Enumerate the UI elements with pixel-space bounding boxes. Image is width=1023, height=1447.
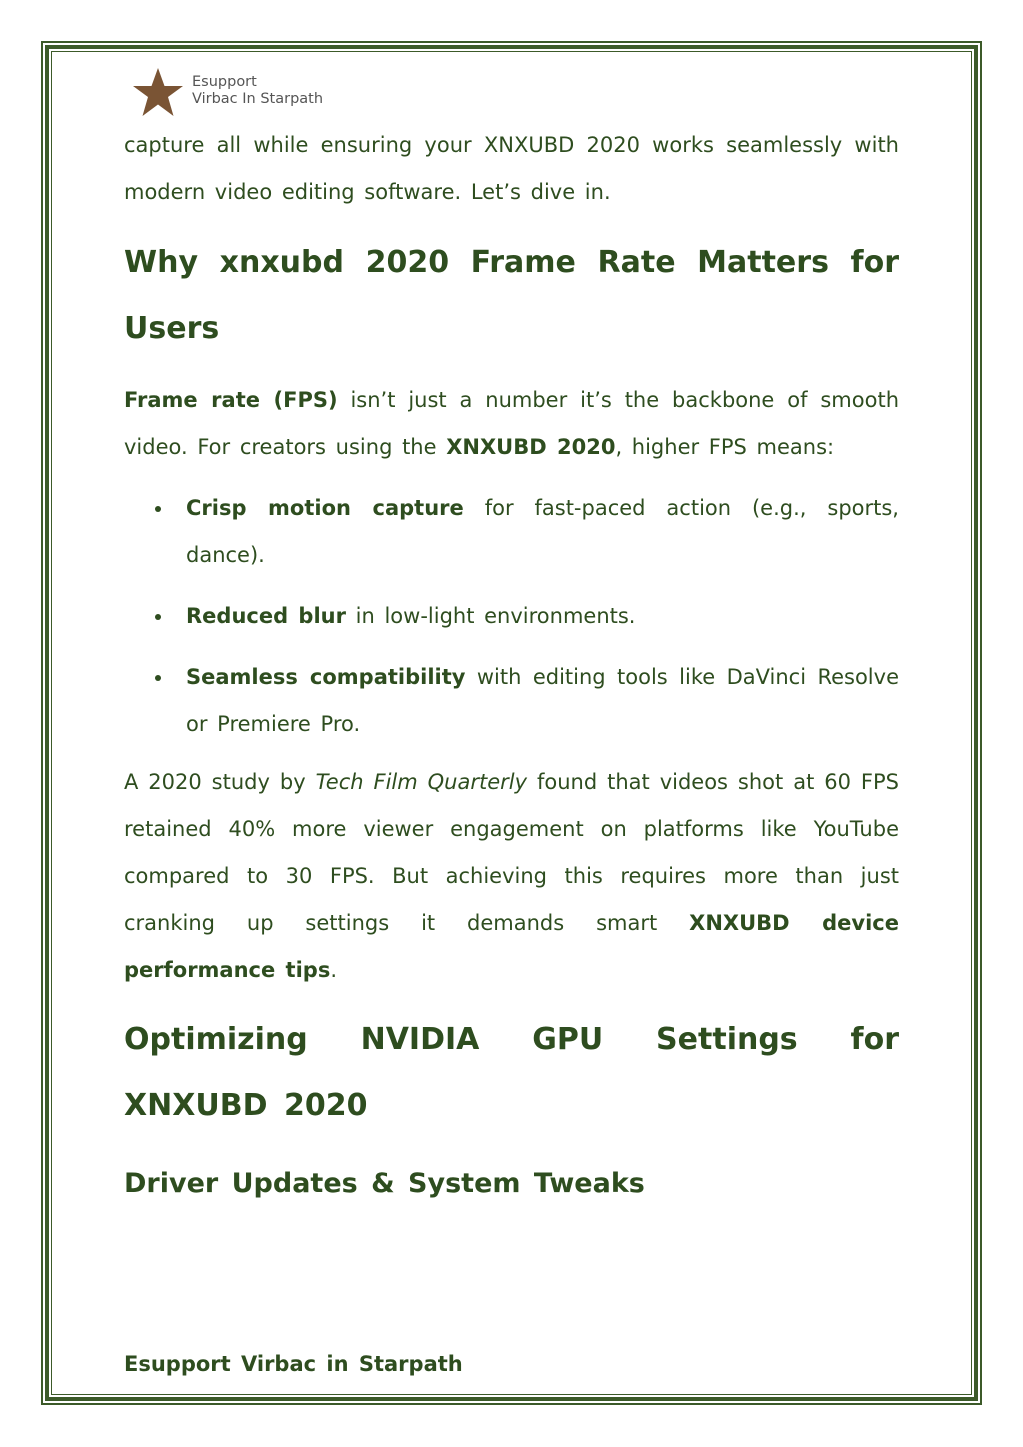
benefits-list (124, 485, 899, 748)
bullet-text: in low-light environments. (345, 604, 636, 628)
star-logo-icon (130, 66, 186, 120)
bullet-bold: Seamless compatibility (186, 665, 466, 689)
bullet-bold: Crisp motion capture (186, 496, 464, 520)
section-heading-why: Why xnxubd 2020 Frame Rate Matters for Users (124, 245, 899, 346)
intro-paragraph: capture all while ensuring your XNXUBD 2020 works seamlessly with modern video editing software. Let’s dive in. (124, 133, 899, 204)
logo-line-1: Esupport (192, 74, 257, 90)
bold-frame-rate: Frame rate (FPS) (124, 388, 338, 412)
fps-paragraph (124, 377, 899, 471)
study-text-1: A 2020 study by (124, 770, 316, 794)
bullet-bold: Reduced blur (186, 604, 346, 628)
logo (130, 66, 350, 122)
list-item (124, 654, 899, 748)
list-item (124, 485, 899, 579)
subsection-driver (124, 1164, 899, 1204)
fps-paragraph-block (124, 377, 899, 471)
bold-performance-tips: XNXUBD device performance tips (124, 911, 899, 982)
section-why (124, 230, 899, 362)
subheading-driver-updates: Driver Updates & System Tweaks (124, 1168, 645, 1199)
section-heading-nvidia: Optimizing NVIDIA GPU Settings for XNXUBD 2020 (124, 1022, 899, 1123)
bold-xnxubd-2020: XNXUBD 2020 (446, 435, 616, 459)
study-text-3: . (330, 958, 338, 982)
intro-block (124, 122, 899, 216)
fps-text-1: isn’t just a number it’s the backbone of smooth video. For creators using the (124, 388, 900, 459)
fps-text-2: , higher FPS means: (615, 435, 835, 459)
section-nvidia (124, 1007, 899, 1139)
study-paragraph (124, 759, 899, 994)
bullet-text: with editing tools like DaVinci Resolve or Premiere Pro. (186, 665, 899, 736)
study-paragraph-block (124, 759, 899, 994)
bullet-text: for fast-paced action (e.g., sports, dance). (186, 496, 899, 567)
italic-publication: Tech Film Quarterly (315, 770, 528, 794)
logo-line-2: Virbac In Starpath (192, 91, 324, 107)
study-text-2: found that videos shot at 60 FPS retained 40% more viewer engagement on platforms like YouTube compared to 30 FPS. But achieving this requires more than just cranking up settings it demands smart (124, 770, 899, 935)
list-item (124, 593, 899, 640)
page-footer: Esupport Virbac in Starpath (124, 1352, 463, 1376)
benefits-list-block (124, 485, 899, 748)
logo-text (192, 74, 323, 108)
